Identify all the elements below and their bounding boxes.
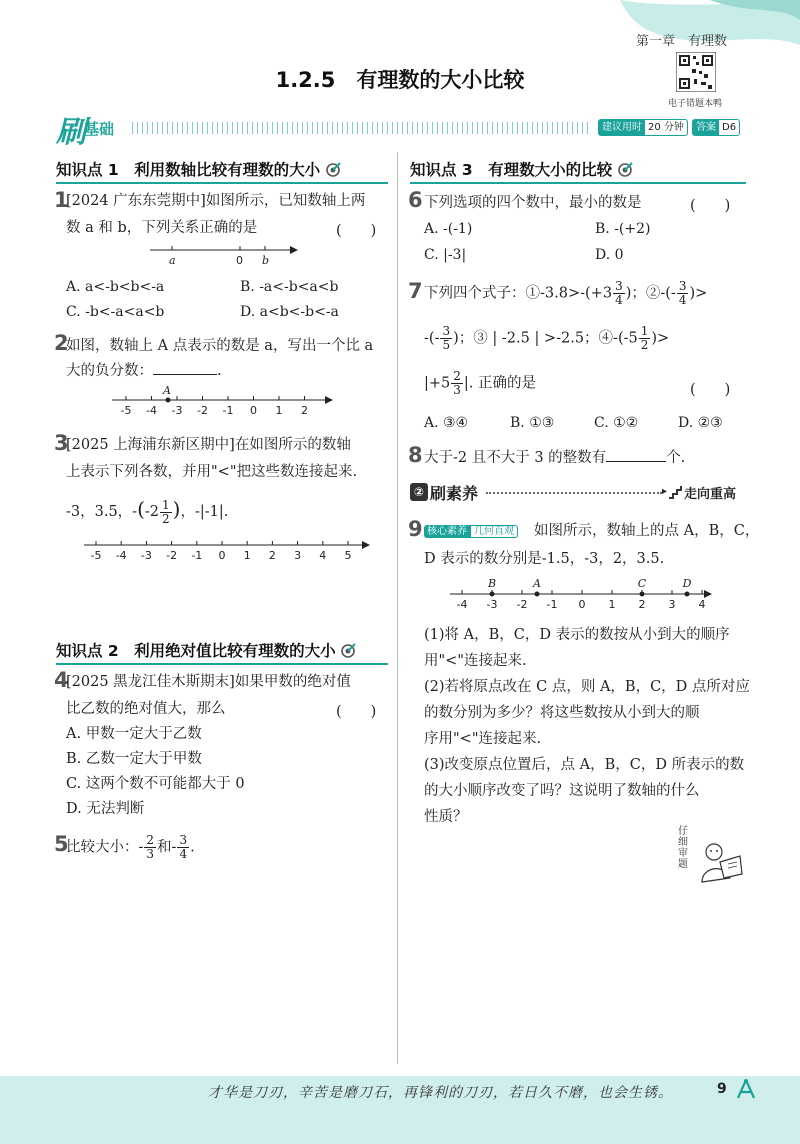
compass-icon: [734, 1078, 764, 1104]
q7-l1e: )>: [689, 285, 708, 302]
q7-answer-paren[interactable]: ( ): [690, 382, 731, 398]
q5-f2-num: 3: [179, 833, 188, 847]
q9-tick-label: 1: [608, 598, 616, 611]
q1-axis-label-a: a: [169, 254, 176, 267]
answer-label: 答案: [693, 120, 719, 135]
q7-l3f-num: 2: [453, 369, 461, 383]
q7-l1b: (+3: [585, 285, 613, 302]
q7-l2d: (-5: [617, 330, 638, 347]
q9-point-label-A: A: [533, 577, 541, 590]
q2-tick-label: -5: [120, 404, 132, 417]
q2-line2-end: .: [217, 363, 222, 379]
q7-l2a: -: [424, 330, 429, 347]
q2-answer-blank[interactable]: [153, 359, 217, 375]
q9-tick-label: 0: [578, 598, 586, 611]
q7-line3: [424, 370, 536, 398]
q2-tick-label: -1: [222, 404, 234, 417]
q9-part3-line2: 的大小顺序改变了吗？这说明了数轴的什么: [424, 783, 700, 799]
q3-number-line: [82, 533, 382, 569]
q9-point-label-B: B: [487, 577, 497, 590]
footer-motto: 才华是刀刃，辛苦是磨刀石，再锋利的刀刃，若日久不磨，也会生锈。: [208, 1085, 673, 1101]
q4-line2: 比乙数的绝对值大，那么: [66, 701, 226, 717]
q2-tick-label: -4: [146, 404, 157, 417]
time-badge: [598, 119, 688, 136]
q9-tick-label: 2: [638, 598, 646, 611]
q8-answer-blank[interactable]: [606, 446, 666, 462]
q7-l1d: (-: [665, 285, 676, 302]
q4-number: 4: [54, 668, 69, 692]
q4-answer-paren[interactable]: ( ): [336, 704, 377, 720]
q3-line1: [2025 上海浦东新区期中]在如图所示的数轴: [66, 437, 351, 453]
q7-l2-frac-1: [440, 325, 452, 352]
qr-caption: 电子错题本鸭: [668, 99, 723, 109]
q2-point-label: A: [163, 384, 171, 397]
q3-frac-num: 1: [162, 497, 170, 512]
q9-point-B: [490, 592, 495, 597]
q9-part2-line3: 序用"<"连接起来.: [424, 731, 542, 747]
q6-answer-paren[interactable]: ( ): [690, 198, 731, 214]
q9-tick-label: -4: [456, 598, 468, 611]
time-value: 20 分钟: [648, 122, 684, 133]
q7-l1-frac-2: [677, 280, 689, 307]
q2-number-line: [110, 384, 340, 424]
section-core-bar: [410, 482, 746, 504]
q6-option-d[interactable]: D. 0: [595, 247, 624, 263]
q9-tag-geo: 几何直观: [470, 525, 518, 538]
q7-l2f-num: 3: [442, 324, 451, 338]
q9-tick-label: -1: [546, 598, 558, 611]
page-title: 1.2.5 有理数的大小比较: [275, 68, 525, 92]
q7-l3a: |+5: [424, 375, 451, 392]
q7-l1g-num: 3: [678, 279, 687, 293]
q7-line2: [424, 325, 669, 353]
q4-option-d[interactable]: D. 无法判断: [66, 801, 145, 817]
q5-text-a: 比较大小：-: [66, 839, 144, 856]
q1-number: 1: [54, 188, 69, 212]
q9-part1-line1: (1)将 A，B，C，D 表示的数按从小到大的顺序: [424, 627, 730, 643]
q6-option-a[interactable]: A. -(-1): [424, 221, 473, 237]
q7-l3b: |. 正确的是: [463, 375, 537, 392]
target-icon: [341, 642, 357, 662]
q3-frac-den: 2: [162, 511, 170, 526]
q5-f1-den: 3: [146, 847, 155, 861]
q1-line1: [2024 广东东莞期中]如图所示，已知数轴上两: [66, 193, 366, 209]
kp2-title-text: 知识点 2 利用绝对值比较有理数的大小: [56, 642, 336, 660]
q9-point-C: [640, 592, 645, 597]
q7-l3-frac: [451, 370, 463, 397]
q2-tick-label: -3: [171, 404, 183, 417]
q6-line1: 下列选项的四个数中，最小的数是: [424, 195, 642, 211]
knowledge-point-3-title: [410, 158, 634, 181]
answer-badge[interactable]: [692, 119, 740, 136]
section-basic-bar: [56, 113, 746, 150]
q2-number: 2: [54, 331, 69, 355]
q3-fraction: [160, 499, 172, 526]
q3-nums-a: -3，3.5，-: [66, 504, 138, 520]
target-icon: [326, 161, 342, 181]
q3-tick-label: 4: [319, 549, 327, 562]
core-badge-icon: ②: [410, 483, 428, 501]
kp1-title-text: 知识点 1 利用数轴比较有理数的大小: [56, 161, 321, 179]
section-basic-badge-big: 刷: [56, 115, 86, 150]
kp1-underline: [56, 182, 388, 184]
q1-answer-paren[interactable]: ( ): [336, 223, 377, 239]
q9-tick-label: 4: [698, 598, 706, 611]
q8-line: [424, 445, 685, 472]
q4-option-a[interactable]: A. 甲数一定大于乙数: [66, 726, 202, 742]
doodle-caption: 仔细审题: [678, 826, 688, 870]
q4-option-c[interactable]: C. 这两个数不可能都大于 0: [66, 776, 245, 792]
q5-number: 5: [54, 832, 69, 856]
q7-option-c[interactable]: C. ①②: [594, 415, 639, 431]
column-divider: [397, 152, 398, 1064]
q9-tag-core: 核心素养: [424, 525, 470, 538]
q1-option-c[interactable]: C. -b<-a<a<b: [66, 304, 165, 320]
q2-tick-label: 2: [301, 404, 308, 417]
q2-line1: 如图，数轴上 A 点表示的数是 a，写出一个比 a: [66, 338, 374, 354]
q3-whole: -2: [144, 504, 160, 520]
climb-icon: [668, 484, 682, 503]
chapter-label: 第一章 有理数: [636, 34, 728, 49]
q9-tick-label: 3: [668, 598, 676, 611]
q9-point-D: [685, 592, 690, 597]
q3-tick-label: 0: [218, 549, 226, 562]
q5-fraction-1: [144, 834, 156, 861]
q1-number-line: [150, 240, 300, 268]
q8-number: 8: [408, 443, 423, 467]
q3-line2: 上表示下列各数，并用"<"把这些数连接起来.: [66, 464, 358, 480]
q3-tick-label: -5: [90, 549, 102, 562]
q7-l1f-num: 3: [615, 279, 623, 293]
kp3-underline: [410, 182, 746, 184]
footer-bar: [0, 1076, 800, 1144]
q9-line2: D 表示的数分别是-1.5，-3，2，3.5.: [424, 551, 665, 567]
q4-line1: [2025 黑龙江佳木斯期末]如果甲数的绝对值: [66, 674, 351, 690]
q7-l1a: 下列四个式子：①-3.8>-: [424, 285, 586, 302]
q7-l1g-den: 4: [678, 293, 687, 307]
q2-line2: [66, 358, 222, 385]
q9-part3-line1: (3)改变原点位置后，点 A，B，C，D 所表示的数: [424, 757, 745, 773]
q9-number-line: [448, 576, 718, 616]
q3-tick-label: 2: [268, 549, 276, 562]
q3-tick-label: 1: [243, 549, 251, 562]
time-label: 建议用时: [599, 120, 645, 135]
q3-tick-label: -1: [191, 549, 203, 562]
q7-l1-frac-1: [613, 280, 625, 307]
q3-tick-label: 5: [344, 549, 352, 562]
q7-l2f-den: 5: [442, 338, 451, 352]
q2-tick-label: 0: [250, 404, 257, 417]
q5-end: .: [190, 839, 195, 856]
q5-mid: 和-: [157, 839, 177, 856]
q1-axis-label-b: b: [262, 254, 270, 267]
q7-l3f-den: 3: [453, 383, 461, 397]
q1-option-b[interactable]: B. -a<-b<a<b: [240, 279, 339, 295]
core-link[interactable]: 走向重高: [684, 487, 737, 502]
answer-value: D6: [722, 122, 737, 133]
q7-l2e: )>: [651, 330, 670, 347]
q7-l1f-den: 4: [615, 293, 623, 307]
q7-l2g-den: 2: [640, 338, 649, 352]
q9-part2-line1: (2)若将原点改在 C 点，则 A，B，C，D 点所对应: [424, 679, 750, 695]
q7-option-b[interactable]: B. ①③: [510, 415, 555, 431]
q6-number: 6: [408, 188, 423, 212]
q3-nums-b: ，-|-1|.: [180, 504, 229, 520]
q1-option-a[interactable]: A. a<-b<b<-a: [66, 279, 165, 295]
q3-numbers: [66, 496, 228, 526]
q5-fraction-2: [177, 834, 189, 861]
q3-tick-label: -2: [166, 549, 178, 562]
reading-doodle: [676, 826, 746, 890]
q9-tick-label: -3: [486, 598, 498, 611]
q7-line1: [424, 280, 707, 308]
q9-number: 9: [408, 517, 423, 541]
q7-l2b: (-: [428, 330, 440, 347]
q7-option-a[interactable]: A. ③④: [424, 415, 469, 431]
q7-l2c: )；③ | -2.5 | >-2.5；④-: [453, 330, 618, 347]
q7-l2-frac-2: [639, 325, 651, 352]
kp2-underline: [56, 663, 388, 665]
q5-f2-den: 4: [179, 847, 188, 861]
q3-number: 3: [54, 431, 69, 455]
q2-tick-label: -2: [197, 404, 208, 417]
q7-l2g-num: 1: [640, 324, 649, 338]
q5-text: [66, 834, 195, 862]
q9-point-label-C: C: [637, 577, 647, 590]
arrow-icon: ▸: [662, 486, 668, 497]
q8-text: 大于-2 且不大于 3 的整数有: [424, 450, 607, 466]
q2-line2-text: 大的负分数：: [66, 363, 153, 379]
q5-f1-num: 2: [146, 833, 155, 847]
q9-point-A: [535, 592, 540, 597]
section-basic-badge-small: 基础: [84, 120, 115, 138]
core-badge-label: 刷素养: [430, 484, 479, 503]
q3-tick-label: -3: [140, 549, 152, 562]
knowledge-point-1-title: [56, 158, 342, 181]
q3-paren-r: ): [172, 497, 181, 521]
q7-option-d[interactable]: D. ②③: [678, 415, 723, 431]
knowledge-point-2-title: [56, 639, 357, 662]
q9-part1-line2: 用"<"连接起来.: [424, 653, 527, 669]
q3-tick-label: 3: [294, 549, 302, 562]
q3-paren-l: (: [137, 497, 145, 521]
q9-tags: [424, 522, 518, 537]
q9-line1: 如图所示，数轴上的点 A，B，C，: [534, 523, 760, 539]
q7-number: 7: [408, 279, 423, 303]
target-icon: [618, 161, 634, 181]
hatched-divider: [132, 122, 592, 134]
q9-tick-label: -2: [516, 598, 528, 611]
q9-part3-line3: 性质？: [424, 809, 468, 825]
kp3-title-text: 知识点 3 有理数大小的比较: [410, 161, 613, 179]
q3-tick-label: -4: [115, 549, 127, 562]
q1-option-d[interactable]: D. a<b<-b<-a: [240, 304, 339, 320]
q4-option-b[interactable]: B. 乙数一定大于甲数: [66, 751, 202, 767]
q9-point-label-D: D: [682, 577, 692, 590]
q9-part2-line2: 的数分别为多少？将这些数按从小到大的顺: [424, 705, 700, 721]
page-number: 9: [717, 1081, 727, 1097]
q6-option-c[interactable]: C. |-3|: [424, 247, 467, 263]
q8-end: 个.: [666, 450, 686, 466]
q1-line2: 数 a 和 b，下列关系正确的是: [66, 220, 258, 236]
q7-l1c: )；②-: [625, 285, 666, 302]
q2-tick-label: 1: [275, 404, 283, 417]
q1-axis-label-0: 0: [236, 254, 243, 267]
core-dotted-line: [486, 492, 662, 494]
q6-option-b[interactable]: B. -(+2): [595, 221, 651, 237]
